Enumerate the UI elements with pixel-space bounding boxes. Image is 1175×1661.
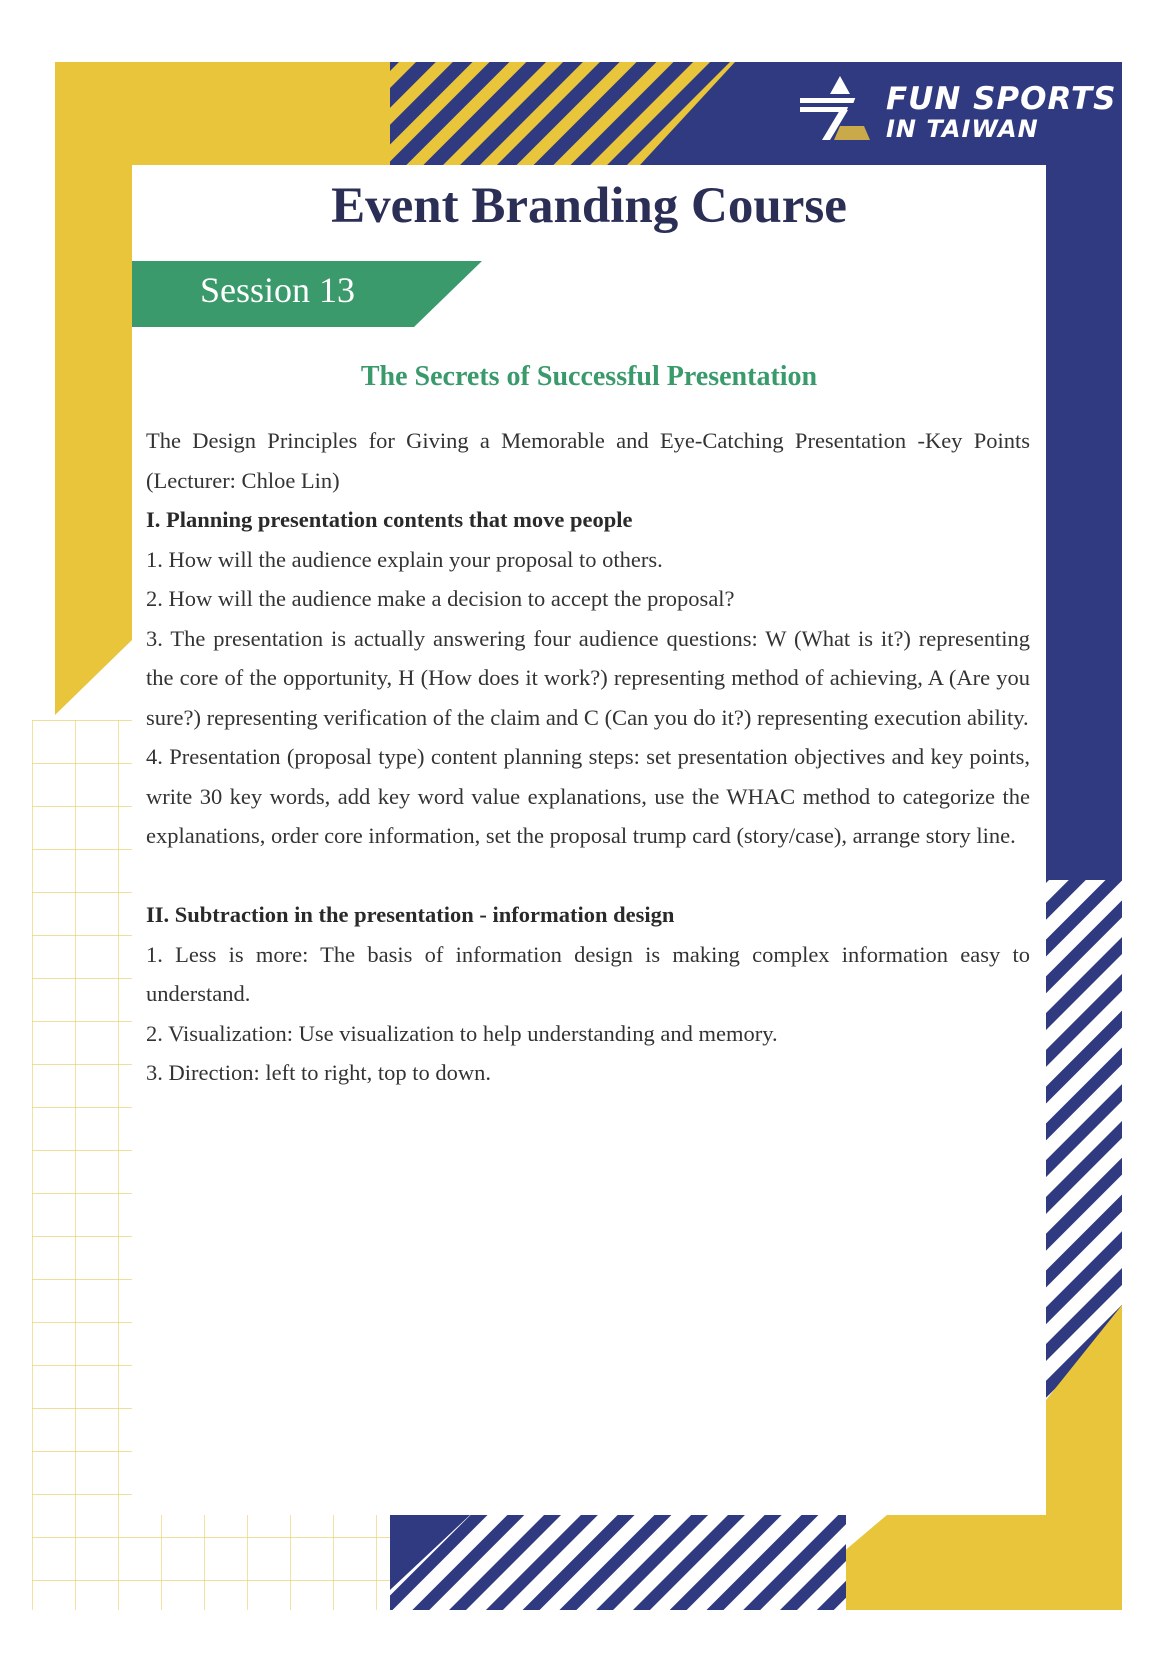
intro-paragraph: The Design Principles for Giving a Memorable and Eye-Catching Presentation -Key Points (Lecturer: Chloe Lin) xyxy=(146,428,1030,493)
list-item: 2. Visualization: Use visualization to help understanding and memory. xyxy=(146,1020,778,1046)
list-item: 4. Presentation (proposal type) content planning steps: set presentation objectives and key points, write 30 key words, add key word value explanations, use the WHAC method to categorize the explanations, order core information, set the proposal trump card (story/case), arrange story line. xyxy=(146,744,1030,848)
list-item: 1. Less is more: The basis of information design is making complex information easy to understand. xyxy=(146,941,1030,1006)
list-item: 3. Direction: left to right, top to down. xyxy=(146,1060,491,1085)
section-heading-2: II. Subtraction in the presentation - information design xyxy=(146,902,675,927)
section-heading-1: I. Planning presentation contents that move people xyxy=(146,507,633,532)
list-item: 2. How will the audience make a decision to accept the proposal? xyxy=(146,586,735,611)
content-card xyxy=(132,165,1046,1515)
list-item: 1. How will the audience explain your proposal to others. xyxy=(146,546,663,572)
brand-wordmark xyxy=(886,81,1117,144)
brand-line-2: IN TAIWAN xyxy=(886,115,1039,143)
brand-line-1: FUN SPORTS xyxy=(886,81,1117,117)
document-body xyxy=(146,421,1030,1093)
page-title: Event Branding Course xyxy=(331,178,847,234)
list-item: 3. The presentation is actually answering four audience questions: W (What is it?) representing the core of the opportunity, H (How does it work?) representing method of achieving, A (Are you sure?) representing verification of the claim and C (Can you do it?) representing execution ability. xyxy=(146,625,1030,730)
spacer xyxy=(146,856,1030,896)
star-sport-logo-icon xyxy=(800,74,880,144)
section-subtitle: The Secrets of Successful Presentation xyxy=(360,361,818,392)
session-label: Session 13 xyxy=(200,270,356,310)
